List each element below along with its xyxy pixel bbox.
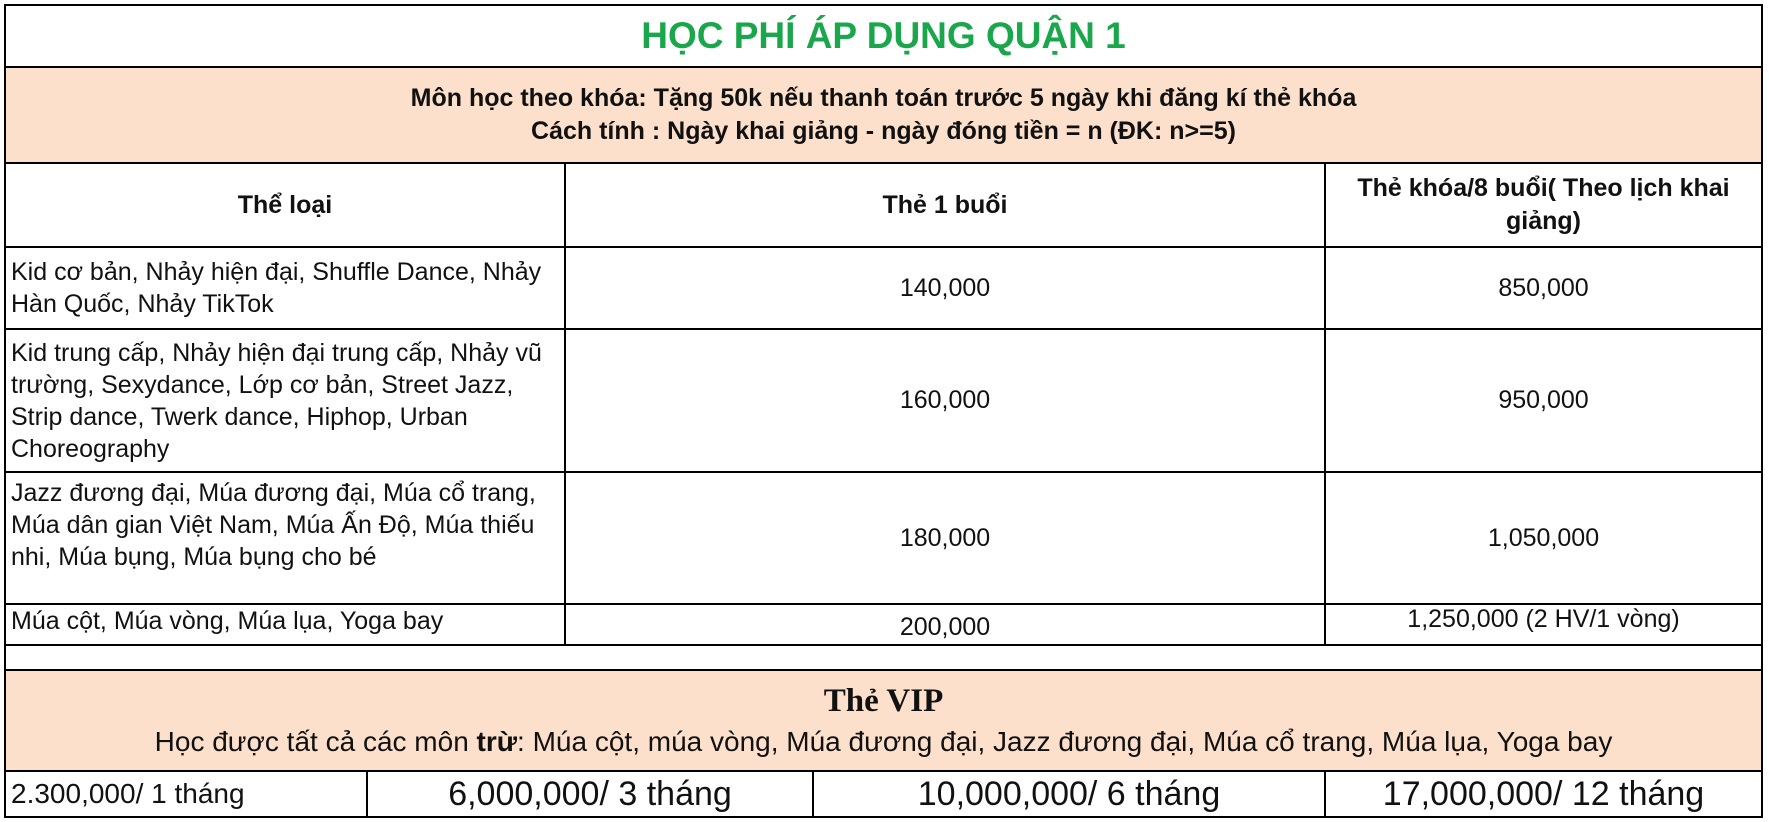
table-header-row <box>4 164 1763 248</box>
spacer-row <box>4 646 1763 671</box>
vip-desc-except: trừ <box>476 726 518 757</box>
vip-prices-row <box>4 772 1763 818</box>
row-single-price: 140,000 <box>566 248 1326 328</box>
row-course-price: 1,250,000 (2 HV/1 vòng) <box>1407 605 1680 633</box>
vip-price-1-month: 2.300,000/ 1 tháng <box>6 772 368 816</box>
row-single-price: 180,000 <box>566 473 1326 603</box>
row-category: Kid trung cấp, Nhảy hiện đại trung cấp, Nhảy vũ trường, Sexydance, Lớp cơ bản, Street Jazz, Strip dance, Twerk dance, Hiphop, Urban Choreography <box>6 330 566 471</box>
vip-section <box>4 671 1763 772</box>
vip-desc-suffix: : Múa cột, múa vòng, Múa đương đại, Jazz đương đại, Múa cổ trang, Múa lụa, Yoga bay <box>517 726 1613 757</box>
price-sheet <box>4 4 1763 818</box>
discount-note-line2: Cách tính : Ngày khai giảng - ngày đóng tiền = n (ĐK: n>=5) <box>531 117 1236 145</box>
vip-price-6-months: 10,000,000/ 6 tháng <box>814 772 1326 816</box>
table-row <box>4 473 1763 605</box>
page-title: HỌC PHÍ ÁP DỤNG QUẬN 1 <box>4 4 1763 68</box>
row-course-price: 950,000 <box>1498 386 1589 414</box>
row-course-price: 850,000 <box>1498 273 1589 302</box>
row-single-price: 160,000 <box>566 330 1326 471</box>
vip-description <box>155 726 1613 758</box>
row-course-price: 1,050,000 <box>1487 523 1600 552</box>
row-category: Jazz đương đại, Múa đương đại, Múa cổ trang, Múa dân gian Việt Nam, Múa Ấn Độ, Múa thiếu nhi, Múa bụng, Múa bụng cho bé <box>6 473 566 603</box>
header-single-session: Thẻ 1 buổi <box>566 164 1326 246</box>
vip-title: Thẻ VIP <box>823 683 944 719</box>
table-row <box>4 330 1763 473</box>
vip-price-3-months: 6,000,000/ 3 tháng <box>368 772 814 816</box>
row-category: Kid cơ bản, Nhảy hiện đại, Shuffle Dance, Nhảy Hàn Quốc, Nhảy TikTok <box>6 248 566 328</box>
table-row <box>4 248 1763 330</box>
discount-note-line1: Môn học theo khóa: Tặng 50k nếu thanh toán trước 5 ngày khi đăng kí thẻ khóa <box>410 84 1357 112</box>
row-single-price: 200,000 <box>566 605 1326 644</box>
table-row <box>4 605 1763 646</box>
vip-price-12-months: 17,000,000/ 12 tháng <box>1382 774 1705 813</box>
header-course-8-sessions: Thẻ khóa/8 buổi( Theo lịch khai giảng) <box>1357 174 1730 235</box>
discount-note <box>4 68 1763 164</box>
header-category: Thể loại <box>6 164 566 246</box>
row-category: Múa cột, Múa vòng, Múa lụa, Yoga bay <box>6 605 566 644</box>
vip-desc-prefix: Học được tất cả các môn <box>154 726 477 757</box>
